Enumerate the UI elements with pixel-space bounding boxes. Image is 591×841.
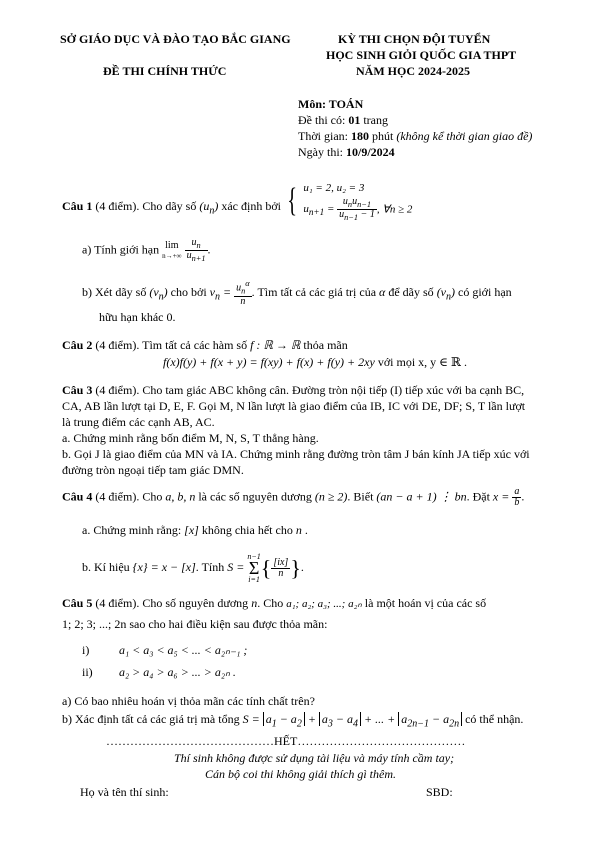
q1-b-end: hữu hạn khác 0. [99, 310, 176, 324]
q2-text2: thỏa mãn [300, 338, 348, 352]
q4-label: Câu 4 [62, 489, 93, 504]
q3-label: Câu 3 [62, 383, 93, 397]
end-marker: ……………………………………HẾT…………………………………… [106, 734, 466, 748]
q3-line3: là trung điểm các cạnh AB, AC. [62, 415, 215, 429]
q4-x-fraction: $\frac{a}{b}$ [514, 486, 520, 508]
header-org: SỞ GIÁO DỤC VÀ ĐÀO TẠO BẮC GIANG [60, 32, 291, 46]
q5-b-text: b) Xác định tất cả các giá trị mà tổng [62, 712, 243, 726]
q5-part-b [62, 712, 523, 729]
q1-part-a: a) Tính giới hạn lim n→+∞ $\frac{u_n}{u_{n+1}}$ . [82, 237, 211, 264]
q5-statement [62, 596, 486, 611]
q4-divisibility: (an − a + 1) ⋮ bn [376, 489, 467, 504]
q4-vars: a, b, n [165, 489, 196, 504]
q1-a-text: a) Tính giới hạn [82, 242, 163, 257]
q4-a-math: [x] [184, 523, 199, 537]
q1-b-text1: b) Xét dãy số [82, 285, 150, 300]
q4-a-text: a. Chứng minh rằng: [82, 523, 185, 537]
q5-part-a: a) Có bao nhiêu hoán vị thỏa mãn các tính chất trên? [62, 694, 315, 708]
exam-date-value: 10/9/2024 [346, 145, 395, 159]
q5-b-text2: có thể nhận. [462, 712, 524, 726]
q1-system-brace: { [287, 182, 298, 220]
q2-function: f : ℝ → ℝ [250, 338, 301, 352]
q4-a-n: n [295, 523, 302, 537]
q4-condition: (n ≥ 2) [314, 489, 348, 504]
q3-line1 [62, 383, 524, 398]
footer-note-1: Thí sinh không được sử dụng tài liệu và máy tính cầm tay; [174, 751, 455, 765]
q2-equation-suffix: với mọi x, y ∈ ℝ . [374, 355, 468, 369]
q3-line1-text: (4 điểm). Cho tam giác ABC không cân. Đường tròn nội tiếp (I) tiếp xúc với ba cạnh BC, [92, 383, 525, 397]
q5-text1: (4 điểm). Cho số nguyên dương [92, 596, 252, 610]
q4-part-b: b. Kí hiệu {x} = x − [x]. Tính S = n−1 Σ i=1{ $\frac{[ix]}{n}$ }. [82, 552, 304, 585]
header-official: ĐỀ THI CHÍNH THỨC [103, 64, 227, 78]
q5-cond-ii-label: ii) [82, 665, 93, 679]
page-count-unit: trang [360, 113, 388, 127]
q1-intro: (4 điểm). Cho dãy số [92, 199, 200, 214]
q4-b-text: b. Kí hiệu [82, 560, 133, 575]
q4-text3: . Biết [347, 489, 377, 504]
q4-sigma: n−1 Σ i=1 [247, 552, 261, 585]
header-exam-subtitle: HỌC SINH GIỎI QUỐC GIA THPT [326, 48, 517, 62]
q1-b-seq2: $(v_n)$ [436, 285, 456, 303]
q4-brace-close: } [290, 555, 301, 581]
q3-part-b: b. Gọi J là giao điểm của MN và IA. Chứng minh rằng đường tròn tâm J bán kính JA tiếp xúc với [62, 447, 530, 461]
q4-text2: là các số nguyên dương [195, 489, 315, 504]
q5-cond-ii: a₂ > a₄ > a₆ > ... > a₂ₙ . [119, 665, 236, 679]
q1-system [303, 180, 412, 222]
q5-b-sum: $S = a_1 - a_2 + a_3 - a_4$ + ... + $a_{2n-1} - a_{2n}$ [243, 712, 463, 726]
q2-equation: f(x)f(y) + f(x + y) = f(xy) + f(x) + f(y) + 2xy [163, 355, 375, 369]
q2-label: Câu 2 [62, 338, 93, 352]
q4-text4: . Đặt [466, 489, 493, 504]
q1-b-text4: để dãy số [385, 285, 437, 300]
q1-statement [62, 180, 412, 222]
q1-recurrence-fraction: $\frac{u_nu_{n-1}}{u_{n-1} - 1}$ [339, 195, 375, 222]
q4-brace-open: { [260, 555, 272, 581]
q1-limit-fraction: $\frac{u_n}{u_{n+1}}$ [186, 237, 206, 264]
q4-b-text2: . Tính [195, 560, 228, 575]
q1-seq-symbol: $(u_n)$ [199, 199, 219, 217]
q4-x-def: x = [492, 489, 513, 504]
q1-recurrence: $u_{n+1}$ = $\frac{u_nu_{n-1}}{u_{n-1} - 1}$ , ∀n ≥ 2 [303, 195, 413, 222]
candidate-name-label: Họ và tên thí sinh: [80, 785, 169, 799]
q5-cond-i: a₁ < a₃ < a₅ < ... < a₂ₙ₋₁ ; [119, 643, 248, 657]
q4-sum-fraction: $\frac{[ix]}{n}$ [273, 556, 289, 579]
q4-text1: (4 điểm). Cho [92, 489, 166, 504]
q1-b-text5: có giới hạn [455, 285, 512, 300]
q3-line2: CA, AB lần lượt tại D, E, F. Gọi M, N lần lượt là giao điểm của IB, IC với DE, DF; S, T lần lượt [62, 399, 526, 413]
q3-part-a: a. Chứng minh rằng bốn điểm M, N, S, T thẳng hàng. [62, 431, 319, 445]
q4-statement: Câu 4 (4 điểm). Cho a, b, n là các số nguyên dương (n ≥ 2). Biết (an − a + 1) ⋮ bn. Đặt x = $\frac{a}{b}$ . [62, 486, 525, 508]
q1-def-text: xác định bởi [218, 199, 282, 214]
exam-time-unit: phút [369, 129, 397, 143]
q2-text: (4 điểm). Tìm tất cả các hàm số [92, 338, 251, 352]
q5-cond-i-label: i) [82, 643, 90, 657]
header-year: NĂM HỌC 2024-2025 [356, 64, 470, 78]
q4-b-math: {x} = x − [x] [132, 560, 196, 575]
page-count-label: Đề thi có: [298, 113, 349, 127]
q1-b-text3: . Tìm tất cả các giá trị của [251, 285, 380, 300]
exam-time-note: (không kể thời gian giao đề) [396, 129, 533, 143]
exam-date [298, 145, 395, 160]
q5-n: n [251, 596, 258, 610]
q1-limit: lim n→+∞ [162, 239, 182, 260]
q5-label: Câu 5 [62, 596, 93, 610]
candidate-number-label: SBD: [426, 785, 453, 799]
q4-a-text2: không chia hết cho [198, 523, 296, 537]
q3-part-b-end: đường tròn ngoại tiếp tam giác DMN. [62, 463, 244, 477]
q1-part-b [82, 280, 512, 307]
q1-b-text2: cho bởi [167, 285, 210, 300]
q1-condition: , ∀n ≥ 2 [376, 203, 413, 216]
q5-line2: 1; 2; 3; ...; 2n sao cho hai điều kiện sau được thỏa mãn: [62, 617, 328, 631]
footer-note-2: Cán bộ coi thi không giải thích gì thêm. [205, 767, 396, 781]
q1-b-vn: $v_n$ = [209, 285, 235, 303]
header-exam-title: KỲ THI CHỌN ĐỘI TUYỂN [338, 32, 491, 46]
q1-initial-terms: u₁ = 2, u₂ = 3 [303, 182, 365, 194]
q1-b-fraction: $\frac{u_n^\alpha}{n}$ [236, 279, 250, 307]
exam-date-label: Ngày thi: [298, 145, 346, 159]
q2-statement [62, 338, 348, 353]
q1-b-alpha: α [379, 285, 386, 300]
exam-time-value: 180 [351, 129, 370, 143]
q4-part-a: a. Chứng minh rằng: [x] không chia hết cho n . [82, 523, 308, 537]
subject: Môn: TOÁN [298, 97, 364, 111]
q5-sequence: a₁; a₂; a₃; ...; a₂ₙ [286, 598, 362, 610]
q1-b-seq: $(v_n)$ [149, 285, 168, 303]
q5-text3: là một hoán vị của các số [361, 596, 487, 610]
q1-label: Câu 1 [62, 199, 93, 214]
exam-time-label: Thời gian: [298, 129, 352, 143]
q4-b-sum: S = [227, 560, 248, 575]
q5-text2: . Cho [257, 596, 287, 610]
exam-time [298, 129, 532, 144]
page-count-value: 01 [348, 113, 361, 127]
page-count [298, 113, 388, 128]
q2-equation-line [163, 355, 467, 370]
